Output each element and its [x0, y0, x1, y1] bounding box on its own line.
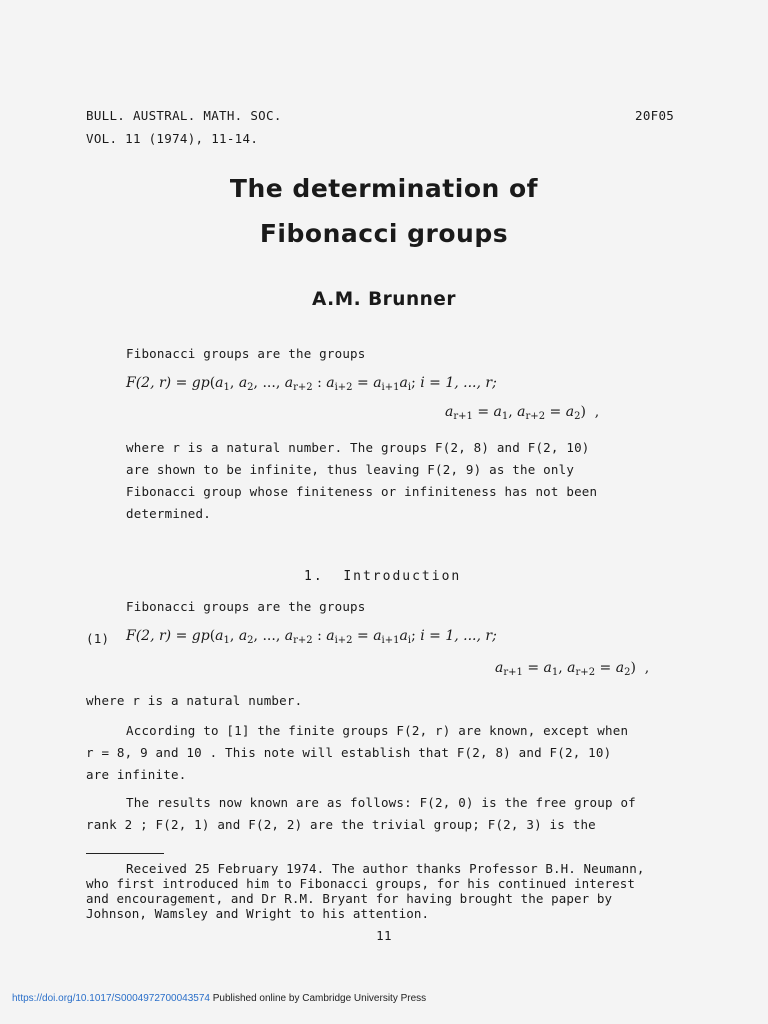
- footnote-line-2: who first introduced him to Fibonacci groups, for his continued interest: [86, 876, 636, 891]
- page-number: 11: [376, 928, 392, 943]
- section-heading: [304, 569, 461, 584]
- intro-groups-line: Fibonacci groups are the groups: [126, 599, 366, 614]
- intro-formula-line-2: $a_{r+1} = a_1$, $a_{r+2} = a_2$) ,: [495, 660, 650, 678]
- abstract-formula-line-1: F(2, $r) = gp(a_1$, $a_2$, ..., $a_{r+2}$ : $a_{i+2} = a_{i+1}a_i$; i = 1, ..., r;: [126, 375, 497, 393]
- intro-para3-line-1: The results now known are as follows: F(2, 0) is the free group of: [126, 795, 636, 810]
- footnote-line-4: Johnson, Wamsley and Wright to his attention.: [86, 906, 430, 921]
- abstract-line-2: are shown to be infinite, thus leaving F(2, 9) as the only: [126, 462, 575, 477]
- footnote-line-3: and encouragement, and Dr R.M. Bryant for having brought the paper by: [86, 891, 613, 906]
- intro-para2-line-3: are infinite.: [86, 767, 187, 782]
- title-line-1: The determination of: [229, 174, 539, 203]
- abstract-line-3: Fibonacci group whose finiteness or infiniteness has not been: [126, 484, 598, 499]
- doi-link[interactable]: https://doi.org/10.1017/S0004972700043574: [12, 993, 210, 1004]
- intro-where-line: where r is a natural number.: [86, 693, 303, 708]
- abstract-formula-line-2: $a_{r+1} = a_1$, $a_{r+2} = a_2$) ,: [445, 404, 600, 422]
- equation-label: (1): [86, 631, 110, 646]
- section-title: Introduction: [343, 569, 462, 584]
- section-number: 1.: [304, 569, 324, 584]
- title-line-2: Fibonacci groups: [259, 219, 509, 248]
- classification-code: 20F05: [635, 108, 675, 123]
- footnote-line-1: Received 25 February 1974. The author thanks Professor B.H. Neumann,: [126, 861, 645, 876]
- footnote-rule: [86, 853, 164, 854]
- abstract-line-4: determined.: [126, 506, 211, 521]
- intro-formula-line-1: F(2, $r) = gp(a_1$, $a_2$, ..., $a_{r+2}$ : $a_{i+2} = a_{i+1}a_i$; i = 1, ..., r;: [126, 628, 497, 646]
- author: A.M. Brunner: [312, 289, 456, 310]
- journal-volume: VOL. 11 (1974), 11-14.: [86, 131, 259, 146]
- intro-para2-line-2: r = 8, 9 and 10 . This note will establish that F(2, 8) and F(2, 10): [86, 745, 612, 760]
- abstract-intro: Fibonacci groups are the groups: [126, 346, 366, 361]
- journal-name: BULL. AUSTRAL. MATH. SOC.: [86, 108, 282, 123]
- doi-bar: [0, 990, 768, 1008]
- abstract-line-1: where r is a natural number. The groups F(2, 8) and F(2, 10): [126, 440, 590, 455]
- published-online-note: Published online by Cambridge University Press: [212, 993, 427, 1004]
- intro-para3-line-2: rank 2 ; F(2, 1) and F(2, 2) are the trivial group; F(2, 3) is the: [86, 817, 596, 832]
- intro-para2-line-1: According to [1] the finite groups F(2, r) are known, except when: [126, 723, 629, 738]
